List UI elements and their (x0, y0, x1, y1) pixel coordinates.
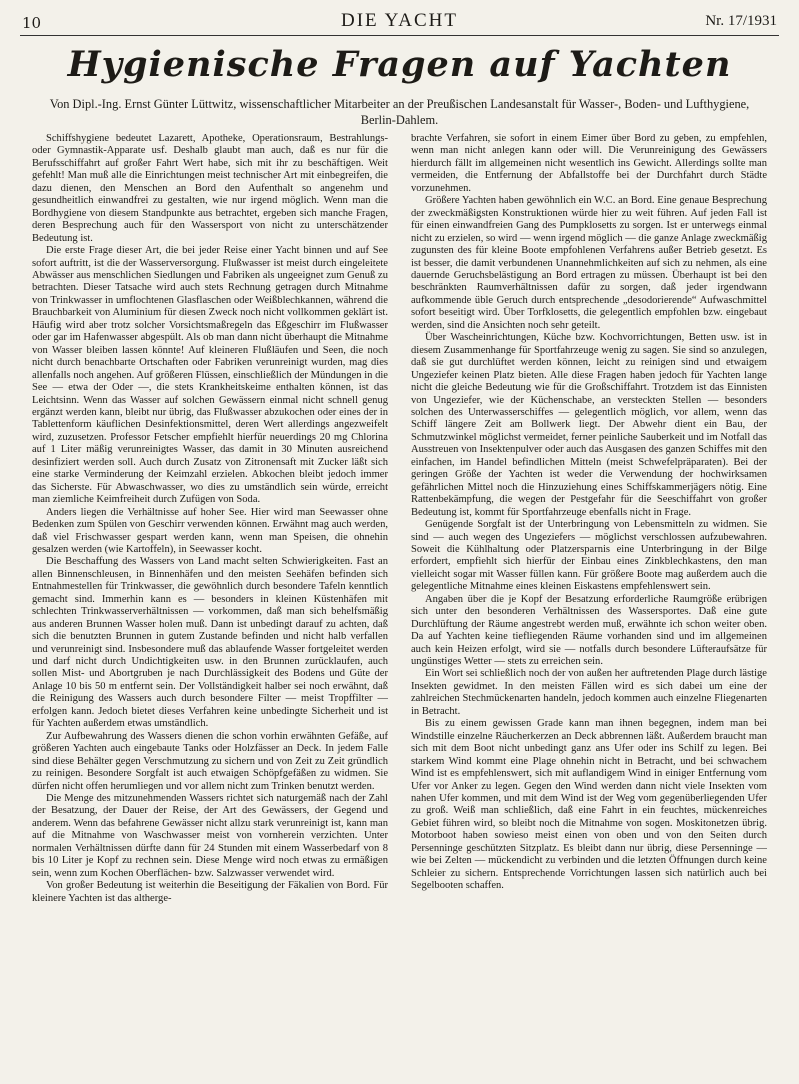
paragraph: Schiffshygiene bedeutet Lazarett, Apotheke, Operationsraum, Bestrahlungs- oder Gymnastik-Apparate usf. Deshalb glaubt man auch, daß es nur für die Berufsschiffahrt auf großer Fahrt Wert habe, sich mit ihr zu beschäftigen. Weit gefehlt! Man muß alle die Einrichtungen meist technischer Art mit einbegreifen, die dazu dienen, den Menschen an Bord den Aufenthalt so angenehm und gesundheitlich einwandfrei zu gestalten, wie nur irgend möglich. Wenn man die Bordhygiene von diesem Standpunkte aus betrachtet, ergeben sich manche Fragen, deren Besprechung auch für den Wassersport von nicht zu unterschätzender Bedeutung ist. (32, 133, 388, 244)
issue-number: Nr. 17/1931 (705, 13, 777, 29)
left-column (32, 133, 388, 1078)
paragraph: Die Beschaffung des Wassers von Land macht selten Schwierigkeiten. Fast an allen Binnenschleusen, in Binnenhäfen und den meisten Seehäfen befinden sich Entnahmestellen für Trinkwasser, die gewöhnlich durch besondere Tafeln kenntlich gemacht sind. Immerhin kann es — besonders in kleinen Küstenhäfen mit schlechten Trinkwasserverhältnissen — vorkommen, daß man sich behelfsmäßig aus anderen Brunnen Wasser holen muß. Dann ist unbedingt darauf zu achten, daß sich die benutzten Brunnen in gutem Zustande befinden und nicht halb verfallen und verunreinigt sind. Insbesondere muß das ablaufende Wasser fortgeleitet werden und darf nicht durch Undichtigkeiten usw. in den Brunnen zurücklaufen, auch sollen Mist- und Abortgruben je nach Durchlässigkeit des Bodens und Güte der Anlage 10 bis 50 m entfernt sein. Der Vollständigkeit halber sei noch erwähnt, daß die Reinigung des Wassers auch durch besondere Filter — meist Tropffilter — erfolgen kann. Jedoch bietet dieses Verfahren keine unbedingte Sicherheit und ist für Yachten außerdem etwas umständlich. (32, 556, 388, 730)
magazine-name: DIE YACHT (340, 10, 459, 31)
header-rule (20, 35, 779, 36)
paragraph: Ein Wort sei schließlich noch der von außen her auftretenden Plage durch lästige Insekten gewidmet. In den meisten Fällen wird es sich dabei um eine der zahlreichen Stechmückenarten handeln, jedoch kommen auch einzelne Fliegenarten in Betracht. (411, 668, 767, 717)
page-number: 10 (22, 14, 42, 32)
article-byline: Von Dipl.-Ing. Ernst Günter Lüttwitz, wissenschaftlicher Mitarbeiter an der Preußischen Landesanstalt für Wasser-, Boden- und Lufthygiene, Berlin-Dahlem. (49, 97, 750, 127)
article-title: Hygienische Fragen auf Yachten (67, 44, 732, 85)
paragraph: Bis zu einem gewissen Grade kann man ihnen begegnen, indem man bei Windstille einzelne Räucherkerzen an Deck abbrennen läßt. Außerdem braucht man sich mit dem Boot nicht unbedingt ganz ans Ufer oder ins Schilf zu legen. Bei starkem Wind kommt eine Plage ohnehin nicht in Betracht, und bei schwachem Wind ist es empfehlenswert, sich mit auflandigem Wind in einiger Entfernung vom Ufer vor Anker zu legen. Gegen den Wind werden dann nicht viele Insekten vom nahen Ufer kommen, und mit dem Wind ist der Weg vom gegenüberliegenden Ufer zu groß. Weiß man schließlich, daß eine Fahrt in ein feuchtes, mückenreiches Gebiet führen wird, so bleibt noch die Mitnahme von sogen. Moskitonetzen übrig. Motorboot haben sowieso meist einen von oben und von den Seiten durch Persenninge geschützten Sitzplatz. Es bleibt dann nur übrig, diese Persenninge — wie bei Zelten — mückendicht zu verbinden und die letzten Öffnungen durch keine Schleier zu sichern. Entsprechende Vorrichtungen lassen sich natürlich auch bei Segelbooten schaffen. (411, 718, 767, 892)
paragraph: Anders liegen die Verhältnisse auf hoher See. Hier wird man Seewasser ohne Bedenken zum Spülen von Geschirr verwenden können. Erwähnt mag auch werden, daß viel Frischwasser gespart werden kann, wenn man Speisen, die ohnehin gesalzen werden (wie Kartoffeln), in Seewasser kocht. (32, 506, 388, 555)
right-column (411, 133, 767, 1078)
paragraph: Genügende Sorgfalt ist der Unterbringung von Lebensmitteln zu widmen. Sie sind — auch wegen des Ungeziefers — möglichst verschlossen aufzubewahren. Soweit die Kühlhaltung oder Platzersparnis eine Unterbringung in der Bilge erfordert, empfiehlt sich hierfür der Einbau eines Zinkblechkastens, den man vielleicht sogar mit Wasser füllen kann. Für größere Boote mag außerdem auch die gelegentliche Mitnahme eines kleinen Eiskastens empfehlenswert sein. (411, 519, 767, 593)
paragraph: Zur Aufbewahrung des Wassers dienen die schon vorhin erwähnten Gefäße, auf größeren Yachten auch eingebaute Tanks oder Holzfässer an Deck. In jedem Falle sind diese Behälter gegen Verschmutzung zu sichern und von Zeit zu Zeit gründlich zu reinigen. Besondere Sorgfalt ist auch etwaigen Schöpfgefäßen zu widmen. Sie dürfen nicht offen herumliegen und vor allem nicht zum Trinken benutzt werden. (32, 730, 388, 792)
paragraph: Die Menge des mitzunehmenden Wassers richtet sich naturgemäß nach der Zahl der Besatzung, der Dauer der Reise, der Art des Gewässers, der Gegend und anderem. Wenn das befahrene Gewässer nicht allzu stark verunreinigt ist, kann man auf die Mitnahme von Waschwasser meist von vornherein verzichten. Unter normalen Verhältnissen dürfte dann für 24 Stunden mit einem Wasserbedarf von 8 bis 10 Liter je Kopf zu rechnen sein. Diese Menge wird noch etwas zu ermäßigen sein, wenn zum Kochen Oberflächen- bzw. Salzwasser verwendet wird. (32, 793, 388, 879)
paragraph: Angaben über die je Kopf der Besatzung erforderliche Raumgröße erübrigen sich unter den besonderen Verhältnissen des Wassersportes. Daß eine gute Durchlüftung der Räume angestrebt werden muß, erwähnte ich schon weiter oben. Da auf Yachten keine tiefliegenden Räume vorhanden sind und im allgemeinen auch kein Heizen erfolgt, wird sie — notfalls durch besondere Lüfteraufsätze für ungünstiges Wetter — stets zu erreichen sein. (411, 593, 767, 668)
paragraph: Die erste Frage dieser Art, die bei jeder Reise einer Yacht binnen und auf See sofort auftritt, ist die der Wasserversorgung. Flußwasser ist meist durch eingeleitete Abwässer aus menschlichen Siedlungen und Fabriken als ungeeignet zum Genuß zu betrachten. Dieser Tatsache wird auch stets Rechnung getragen durch Mitnahme von Trinkwasser in umflochtenen Glasflaschen oder Weißblechkannen, während die Brauchbarkeit von Aluminium für diesen Zweck noch nicht vollkommen geklärt ist. Häufig wird aber trotz solcher Vorsichtsmaßregeln das Eßgeschirr im Flußwasser oder gar im Hafenwasser abgespült. Als ob man dann nicht überhaupt die Mitnahme von Wasser bleiben lassen könnte! Auf kleineren Flußläufen und Seen, die noch nicht durch benachbarte Ortschaften oder Fabriken verunreinigt wurden, mag dies allenfalls noch angehen. Auf größeren Flüssen, einschließlich der Mündungen in die See — etwa der Oder —, die stets Krankheitskeime enthalten können, ist das Leichtsinn. Wenn das Wasser auf solchen Gewässern einmal nicht schnell genug ergänzt werden kann, bleibt nur übrig, das Flußwasser abzukochen oder eines der in Tablettenform käuflichen Desinfektionsmittel, deren Wert allerdings angezweifelt wird, zuzusetzen. Professor Fetscher empfiehlt hierfür neuerdings 20 mg Chlorina auf 1 Liter mäßig verunreinigtes Wasser, das damit in 30 Minuten ausreichend desinfiziert werden soll. Auch durch Zusatz von Zitronensaft mit Zucker läßt sich eine starke Verminderung der Keimzahl erzielen. Abkochen bleibt jedoch immer das Sicherste. Für Abwaschwasser, wo dies zu umständlich sein würde, erreicht man ziemliche Keimfreiheit durch Zufügen von Soda. (32, 245, 388, 506)
paragraph: Von großer Bedeutung ist weiterhin die Beseitigung der Fäkalien von Bord. Für kleinere Yachten ist das altherge- (32, 880, 388, 904)
paragraph: brachte Verfahren, sie sofort in einem Eimer über Bord zu geben, zu empfehlen, wenn man nicht anlegen kann oder will. Die Verunreinigung des Gewässers hierdurch fällt im allgemeinen nicht wesentlich ins Gewicht. Allerdings sollte man vermeiden, die Entfernung der Abfallstoffe bei der Durchfahrt durch Städte vorzunehmen. (411, 133, 767, 194)
paragraph: Größere Yachten haben gewöhnlich ein W.C. an Bord. Eine genaue Besprechung der zweckmäßigsten Konstruktionen würde hier zu weit führen. Auf jeden Fall ist für einen einwandfreien Gang des Pumpklosetts zu sorgen. Ist er unterwegs einmal nicht zu erzielen, so wird — wenn irgend möglich — die ganze Anlage zweckmäßig zugunsten des für kleine Boote empfohlenen Verfahrens außer Betrieb gesetzt. Es ist besser, die damit verbundenen Unannehmlichkeiten auf sich zu nehmen, als eine dauernde Geruchsbelästigung an Bord ertragen zu müssen. Überhaupt ist bei den beschränkten Raumverhältnissen dafür zu sorgen, daß jeder irgendwann aufkommende üble Geruch durch entsprechende „desodorierende“ Aufwaschmittel sofort beseitigt wird. Über Torfklosetts, die gelegentlich empfohlen bzw. eingebaut werden, sind die Ansichten noch sehr geteilt. (411, 195, 767, 331)
page-header (22, 10, 777, 32)
paragraph: Über Wascheinrichtungen, Küche bzw. Kochvorrichtungen, Betten usw. ist in diesem Zusammenhange für Sportfahrzeuge wenig zu sagen. Sie sind so anzulegen, daß sie gut durchlüftet werden können, leicht zu reinigen sind und etwaigem Ungeziefer keinen Platz bieten. Alle diese Fragen haben jedoch für Yachten lange nicht die gleiche Bedeutung wie für die Großschiffahrt. Trotzdem ist das Einnisten von Ungeziefer, wie der Küchenschabe, an versteckten Stellen — besonders solchen des Unterwasserschiffes — gelegentlich möglich, vor allem, wenn das Schiff längere Zeit am Bollwerk liegt. Der Abwehr dient ein Bau, der Schmutzwinkel möglichst vermeidet, ferner peinliche Sauberkeit und im Notfall das Ausstreuen von Insektenpulver oder auch das Ausgasen des ganzen Schiffes mit den einfachen, im Handel befindlichen Mitteln (meist Schwefelpräparaten). Bei der geringen Größe der Yachten ist weder die Verwendung der hochwirksamen gefährlichen Mittel noch die Hinzuziehung eines Schiffskammerjägers nötig. Eine Rattenbekämpfung, die wegen der Pestgefahr für die Seeschiffahrt von großer Bedeutung ist, kommt für Sportfahrzeuge ebenfalls nicht in Frage. (411, 332, 767, 518)
